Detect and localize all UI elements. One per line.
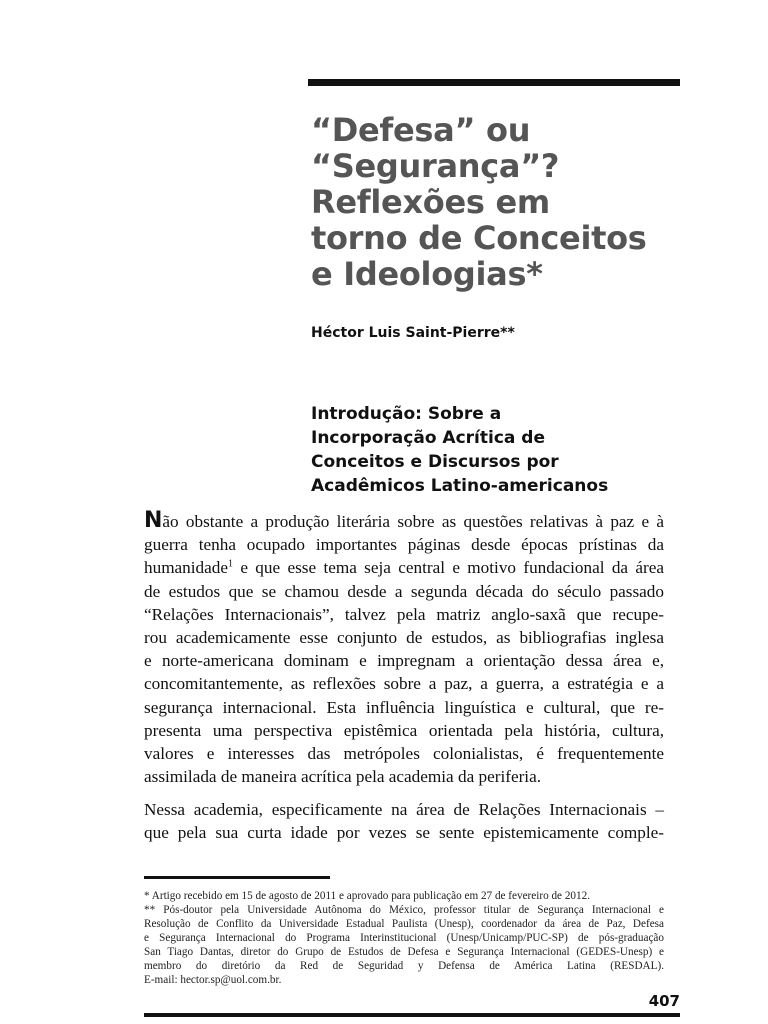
footnote-line: membro do diretório da Red de Seguridad y Defensa de América Latina (RESDAL). xyxy=(144,960,664,972)
text-line: Não obstante a produção literária sobre as questões relativas à paz e à xyxy=(144,508,664,533)
text-line: “Relações Internacionais”, talvez pela matriz anglo-saxã que recupe- xyxy=(144,604,664,624)
body-text xyxy=(144,510,664,845)
footnote-line: San Tiago Dantas, diretor do Grupo de Estudos de Defesa e Segurança Internacional (GEDES-Unesp) e xyxy=(144,946,664,958)
text-line: assimilada de maneira acrítica pela academia da periferia. xyxy=(144,767,541,787)
text-line: segurança internacional. Esta influência linguística e cultural, que re- xyxy=(144,697,664,717)
title-line: torno de Conceitos xyxy=(311,219,647,257)
text-line: Nessa academia, especificamente na área de Relações Internacionais – xyxy=(144,800,664,820)
footnote-line: ** Pós-doutor pela Universidade Autônoma do México, professor titular de Segurança Internacional e xyxy=(144,904,664,916)
text-line: e norte-americana dominam e impregnam a orientação dessa área e, xyxy=(144,651,664,671)
article-title xyxy=(311,112,731,292)
text-line: valores e interesses das metrópoles colonialistas, é frequentemente xyxy=(144,743,664,763)
heading-line: Incorporação Acrítica de xyxy=(311,428,545,448)
paragraph xyxy=(144,510,664,788)
top-rule xyxy=(308,79,680,86)
paragraph xyxy=(144,798,664,844)
text-line: rou academicamente esse conjunto de estudos, as bibliografias inglesa xyxy=(144,627,664,647)
text-line: que pela sua curta idade por vezes se sente epistemicamente comple- xyxy=(144,823,664,843)
text-line: de estudos que se chamou desde a segunda década do século passado xyxy=(144,581,664,601)
text-line: humanidade$^1$ e que esse tema seja central e motivo fundacional da área xyxy=(144,558,664,578)
title-line: e Ideologias* xyxy=(311,255,543,293)
footnotes xyxy=(144,889,664,987)
footnote-ref[interactable]: 1 xyxy=(228,558,233,570)
title-line: “Defesa” ou xyxy=(311,111,531,149)
page-number: 407 xyxy=(648,992,680,1010)
heading-line: Introdução: Sobre a xyxy=(311,404,502,424)
author-name: Héctor Luis Saint-Pierre** xyxy=(311,325,515,341)
footnote-line: Resolução de Conflito da Universidade Estadual Paulista (Unesp), coordenador da área de Paz, Defesa xyxy=(144,918,664,930)
footnote-rule xyxy=(144,876,330,879)
section-heading xyxy=(311,402,711,498)
footnote-line: e Segurança Internacional do Programa Interinstitucional (Unesp/Unicamp/PUC-SP) de pós-graduação xyxy=(144,932,664,944)
heading-line: Conceitos e Discursos por xyxy=(311,452,559,472)
text-line: presenta uma perspectiva epistêmica orientada pela história, cultura, xyxy=(144,720,664,740)
text-line: concomitantemente, as reflexões sobre a paz, a guerra, a estratégia e a xyxy=(144,674,664,694)
dropcap: N xyxy=(144,508,163,533)
heading-line: Acadêmicos Latino-americanos xyxy=(311,476,609,496)
footnote-email[interactable]: E-mail: hector.sp@uol.com.br. xyxy=(144,974,282,986)
title-line: “Segurança”? xyxy=(311,147,560,185)
bottom-rule xyxy=(144,1013,680,1017)
footnote-line: * Artigo recebido em 15 de agosto de 2011 e aprovado para publicação em 27 de fevereiro de 2012. xyxy=(144,890,590,902)
text-line: guerra tenha ocupado importantes páginas desde épocas prístinas da xyxy=(144,535,664,555)
title-line: Reflexões em xyxy=(311,183,550,221)
